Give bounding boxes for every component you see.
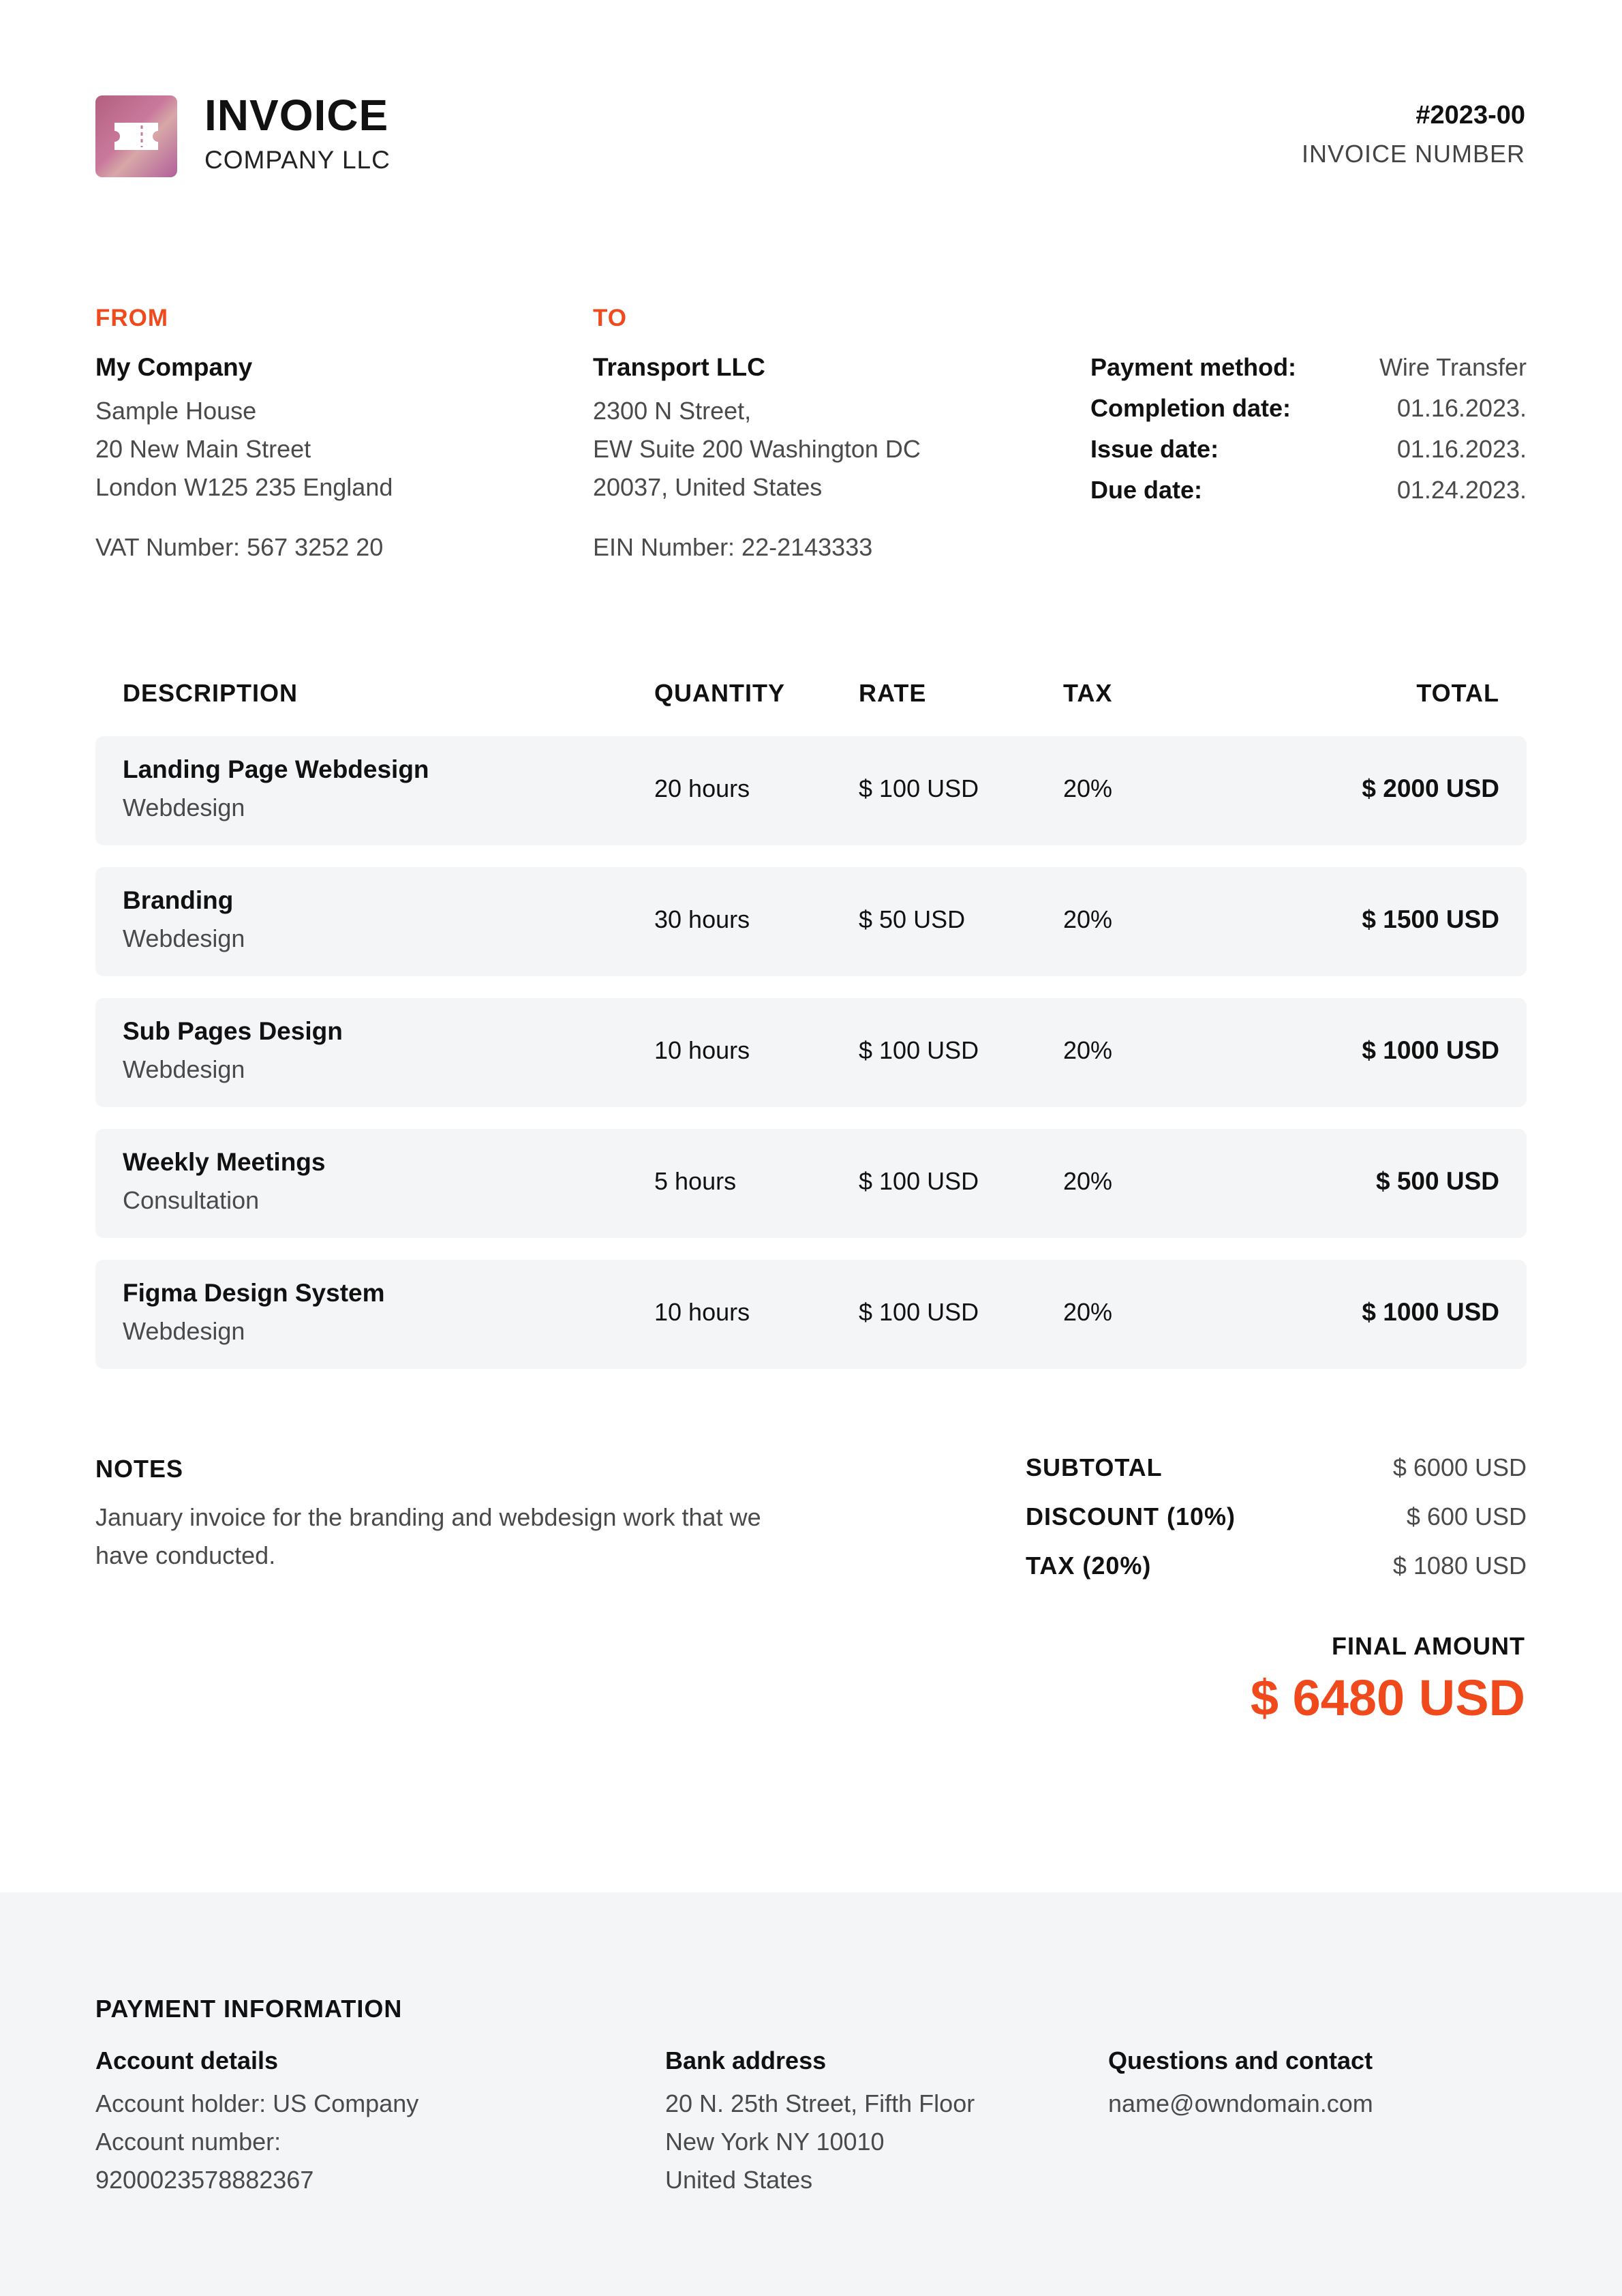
bank-address-title: Bank address [665, 2046, 827, 2074]
row-rate: $ 100 USD [859, 1167, 979, 1195]
contact-title: Questions and contact [1108, 2046, 1373, 2074]
bank-address-line: 20 N. 25th Street, Fifth Floor [665, 2089, 975, 2117]
column-header-total: TOTAL [1416, 679, 1499, 707]
bank-address-line: New York NY 10010 [665, 2128, 885, 2156]
meta-completion-date [1090, 394, 1527, 432]
invoice-title: INVOICE [204, 91, 389, 140]
row-quantity: 20 hours [654, 774, 750, 802]
row-rate: $ 100 USD [859, 1298, 979, 1326]
row-rate: $ 50 USD [859, 905, 966, 933]
from-address-line: 20 New Main Street [95, 435, 311, 463]
row-category: Webdesign [123, 1055, 245, 1083]
table-row [95, 1260, 1527, 1369]
column-header-rate: RATE [859, 679, 927, 707]
table-row [95, 867, 1527, 976]
row-total: $ 1000 USD [1362, 1298, 1499, 1326]
final-amount: $ 6480 USD [1250, 1670, 1525, 1726]
summary-discount [1026, 1502, 1527, 1541]
summary-subtotal [1026, 1453, 1527, 1492]
ticket-icon [110, 119, 162, 154]
account-details-title: Account details [95, 2046, 279, 2074]
row-total: $ 2000 USD [1362, 774, 1499, 802]
meta-key: Due date: [1090, 476, 1203, 504]
from-label: FROM [95, 305, 169, 331]
row-quantity: 5 hours [654, 1167, 737, 1195]
account-number: 9200023578882367 [95, 2166, 314, 2194]
row-tax: 20% [1063, 905, 1113, 933]
table-row [95, 736, 1527, 845]
to-address-line: 2300 N Street, [593, 397, 752, 425]
column-header-tax: TAX [1063, 679, 1113, 707]
notes-title: NOTES [95, 1455, 184, 1483]
summary-value: $ 1080 USD [1392, 1552, 1527, 1580]
row-tax: 20% [1063, 1036, 1113, 1064]
meta-value: 01.16.2023. [1396, 435, 1527, 463]
company-logo [95, 95, 177, 177]
row-category: Webdesign [123, 1317, 245, 1345]
summary-value: $ 600 USD [1406, 1502, 1527, 1530]
summary-key: DISCOUNT (10%) [1026, 1502, 1236, 1530]
notes-text: January invoice for the branding and webdesign work that we have conducted. [95, 1503, 761, 1569]
row-total: $ 1500 USD [1362, 905, 1499, 933]
from-name: My Company [95, 353, 253, 381]
row-total: $ 1000 USD [1362, 1036, 1499, 1064]
column-header-quantity: QUANTITY [654, 679, 785, 707]
row-rate: $ 100 USD [859, 774, 979, 802]
meta-value: 01.16.2023. [1396, 394, 1527, 422]
row-description: Landing Page Webdesign [123, 755, 429, 783]
row-quantity: 10 hours [654, 1036, 750, 1064]
meta-value: Wire Transfer [1379, 353, 1527, 381]
column-header-description: DESCRIPTION [123, 679, 299, 707]
from-vat-number: VAT Number: 567 3252 20 [95, 533, 384, 561]
row-tax: 20% [1063, 1298, 1113, 1326]
to-address-line: 20037, United States [593, 473, 823, 501]
meta-value: 01.24.2023. [1396, 476, 1527, 504]
meta-payment-method [1090, 353, 1527, 391]
meta-key: Payment method: [1090, 353, 1297, 381]
row-category: Consultation [123, 1186, 260, 1214]
meta-key: Completion date: [1090, 394, 1291, 422]
to-address-line: EW Suite 200 Washington DC [593, 435, 921, 463]
row-description: Weekly Meetings [123, 1148, 326, 1176]
row-rate: $ 100 USD [859, 1036, 979, 1064]
from-address-line: London W125 235 England [95, 473, 393, 501]
row-quantity: 30 hours [654, 905, 750, 933]
row-total: $ 500 USD [1376, 1167, 1499, 1195]
from-address-line: Sample House [95, 397, 257, 425]
row-description: Figma Design System [123, 1279, 385, 1307]
table-row [95, 1129, 1527, 1238]
meta-key: Issue date: [1090, 435, 1219, 463]
row-tax: 20% [1063, 774, 1113, 802]
account-details-line: Account number: [95, 2128, 281, 2156]
table-row [95, 998, 1527, 1107]
row-quantity: 10 hours [654, 1298, 750, 1326]
row-tax: 20% [1063, 1167, 1113, 1195]
payment-information-title: PAYMENT INFORMATION [95, 1995, 403, 2023]
contact-email[interactable]: name@owndomain.com [1108, 2089, 1373, 2117]
row-category: Webdesign [123, 924, 245, 952]
summary-tax [1026, 1552, 1527, 1590]
invoice-number: #2023-00 [1416, 101, 1525, 130]
to-ein-number: EIN Number: 22-2143333 [593, 533, 873, 561]
to-name: Transport LLC [593, 353, 765, 381]
invoice-number-label: INVOICE NUMBER [1301, 140, 1525, 168]
final-amount-label: FINAL AMOUNT [1332, 1632, 1525, 1660]
summary-value: $ 6000 USD [1392, 1453, 1527, 1481]
bank-address-line: United States [665, 2166, 813, 2194]
summary-key: TAX (20%) [1026, 1552, 1152, 1580]
meta-issue-date [1090, 435, 1527, 473]
summary-key: SUBTOTAL [1026, 1453, 1163, 1481]
row-description: Sub Pages Design [123, 1017, 343, 1045]
to-label: TO [593, 305, 627, 331]
meta-due-date [1090, 476, 1527, 514]
row-description: Branding [123, 886, 234, 914]
company-subtitle: COMPANY LLC [204, 146, 391, 174]
row-category: Webdesign [123, 794, 245, 821]
account-details-line: Account holder: US Company [95, 2089, 419, 2117]
